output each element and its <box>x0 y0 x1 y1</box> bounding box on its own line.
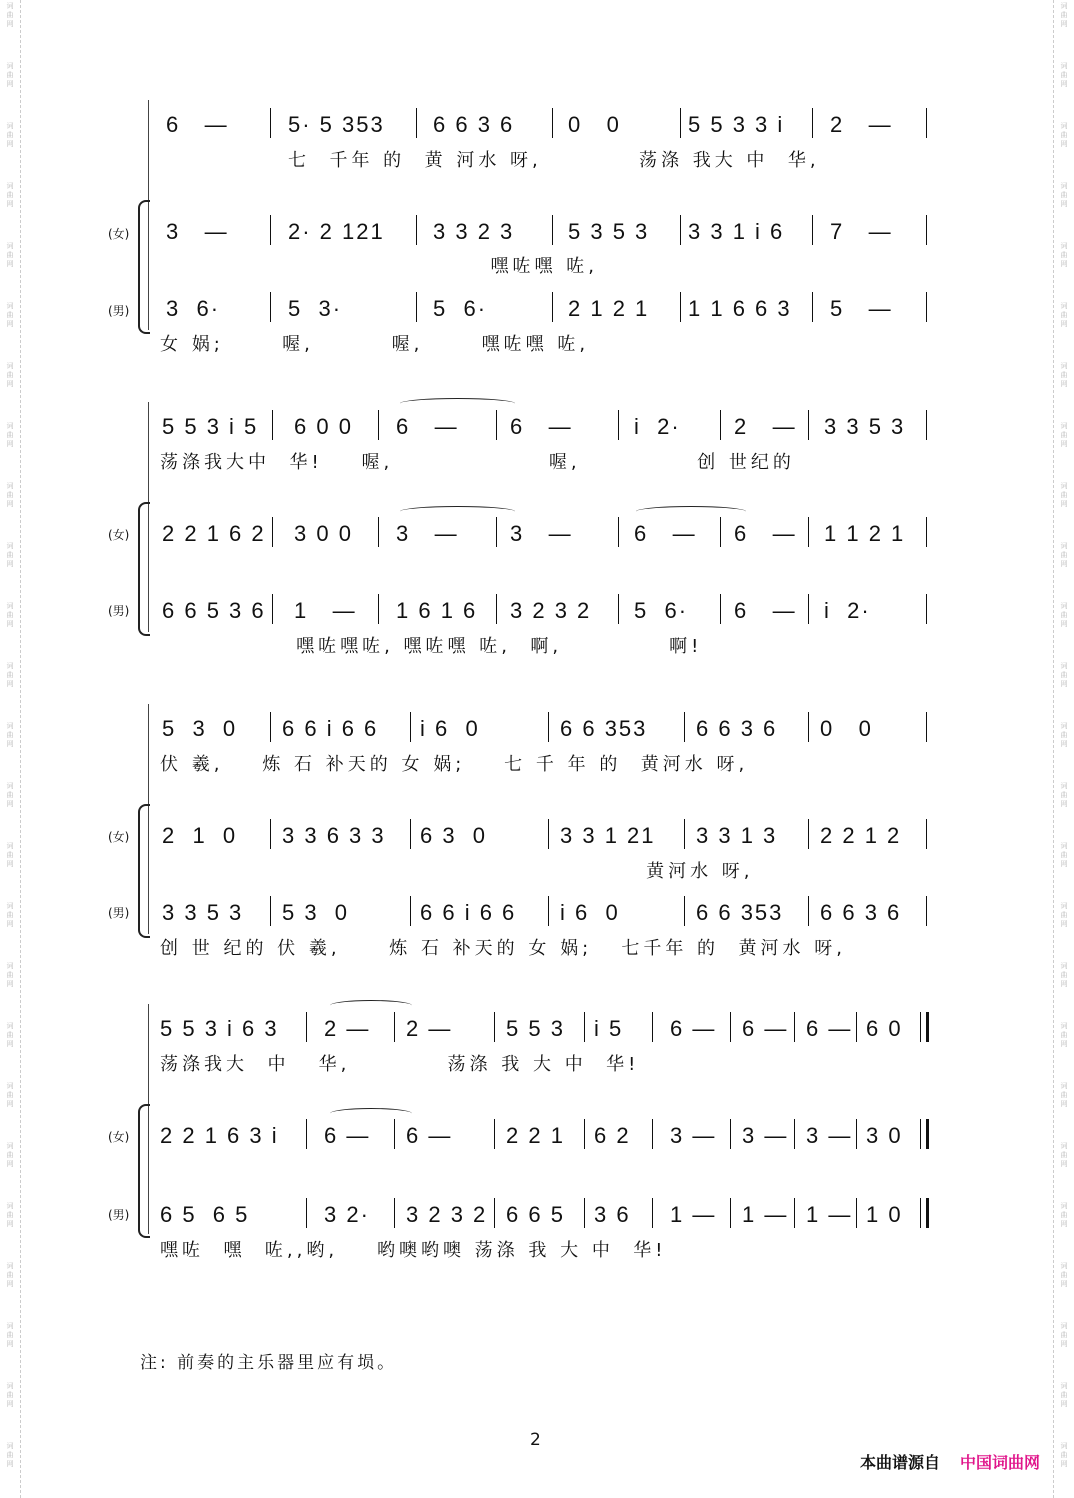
staff-row <box>148 1119 938 1153</box>
measure: 5· 5 353 <box>288 112 385 137</box>
measure: 6 — <box>670 1016 717 1041</box>
watermark-glyph: 词 曲 网 <box>6 482 14 508</box>
measure: 3 — <box>806 1123 853 1148</box>
measure: 6 2 <box>594 1123 631 1148</box>
measure: i 6 0 <box>560 900 620 925</box>
measure: 6 0 0 <box>294 414 353 439</box>
lyric-line: 嘿咗嘿 咗, <box>160 256 598 277</box>
measure: 6 — <box>324 1123 371 1148</box>
watermark-glyph: 词 曲 网 <box>1060 302 1068 328</box>
watermark-glyph: 词 曲 网 <box>1060 1382 1068 1408</box>
measure: 3 — <box>166 219 229 244</box>
measure: 3 3 6 3 3 <box>282 823 386 848</box>
watermark-glyph: 词 曲 网 <box>6 62 14 88</box>
page-number: 2 <box>530 1430 541 1450</box>
measure: 3 3 1 3 <box>696 823 778 848</box>
measure: 1 — <box>806 1202 853 1227</box>
lyric-line: 嘿咗 嘿 咗,,哟, 哟噢哟噢 荡涤 我 大 中 华! <box>160 1240 667 1261</box>
watermark-glyph: 词 曲 网 <box>6 2 14 28</box>
watermark-glyph: 词 曲 网 <box>6 1442 14 1468</box>
label-female: (女) <box>108 227 130 241</box>
watermark-glyph: 词 曲 网 <box>1060 962 1068 988</box>
measure: 6 3 0 <box>420 823 488 848</box>
staff-row <box>148 410 938 444</box>
measure: 3 — <box>742 1123 789 1148</box>
watermark-glyph: 词 曲 网 <box>6 1022 14 1048</box>
label-male: (男) <box>108 906 130 920</box>
measure: 5 3· <box>288 296 343 321</box>
watermark-glyph: 词 曲 网 <box>6 842 14 868</box>
measure: i 5 <box>594 1016 624 1041</box>
measure: 6 — <box>634 521 697 546</box>
watermark-glyph: 词 曲 网 <box>1060 1022 1068 1048</box>
measure: 6 0 <box>866 1016 903 1041</box>
watermark-glyph: 词 曲 网 <box>6 362 14 388</box>
measure: 3 3 1 i 6 <box>688 219 785 244</box>
watermark-glyph: 词 曲 网 <box>6 422 14 448</box>
watermark-glyph: 词 曲 网 <box>1060 122 1068 148</box>
watermark-glyph: 词 曲 网 <box>1060 602 1068 628</box>
measure: 0 0 <box>820 716 873 741</box>
watermark-glyph: 词 曲 网 <box>6 722 14 748</box>
staff-row <box>148 215 938 249</box>
lyric-line: 嘿咗嘿咗, 嘿咗嘿 咗, 啊, 啊! <box>160 636 703 657</box>
measure: 2 2 1 2 <box>820 823 902 848</box>
measure: 1 1 6 6 3 <box>688 296 792 321</box>
measure: 6 — <box>396 414 459 439</box>
measure: i 6 0 <box>420 716 480 741</box>
measure: 6 5 6 5 <box>160 1202 250 1227</box>
staff-row <box>148 517 938 551</box>
measure: 5 3 5 3 <box>568 219 650 244</box>
watermark-glyph: 词 曲 网 <box>1060 902 1068 928</box>
measure: 1 1 2 1 <box>824 521 906 546</box>
tie-mark <box>330 1000 412 1011</box>
staff-row <box>148 108 938 142</box>
measure: 5 5 3 3 i <box>688 112 785 137</box>
label-female: (女) <box>108 830 130 844</box>
watermark-glyph: 词 曲 网 <box>6 602 14 628</box>
watermark-glyph: 词 曲 网 <box>1060 1202 1068 1228</box>
measure: 3 2· <box>324 1202 370 1227</box>
tie-mark <box>400 506 515 517</box>
watermark-glyph: 词 曲 网 <box>1060 182 1068 208</box>
measure: 5 5 3 <box>506 1016 565 1041</box>
lyric-line: 荡涤我大中 华! 喔, 喔, 创 世纪的 <box>160 452 795 473</box>
footnote: 注: 前奏的主乐器里应有埙。 <box>140 1353 398 1373</box>
lyric-line: 七 千年 的 黄 河水 呀, 荡涤 我大 中 华, <box>288 150 820 171</box>
measure: 1 — <box>742 1202 789 1227</box>
measure: 3 6· <box>166 296 221 321</box>
lyric-line: 黄河水 呀, <box>160 861 754 882</box>
measure: 3 0 0 <box>294 521 353 546</box>
measure: 3 6 <box>594 1202 631 1227</box>
watermark-glyph: 词 曲 网 <box>1060 1082 1068 1108</box>
watermark-glyph: 词 曲 网 <box>6 662 14 688</box>
measure: 6 — <box>166 112 229 137</box>
watermark-glyph: 词 曲 网 <box>6 1322 14 1348</box>
measure: 2 2 1 <box>506 1123 565 1148</box>
measure: 5 3 0 <box>162 716 238 741</box>
measure: 3 — <box>670 1123 717 1148</box>
measure: 6 — <box>806 1016 853 1041</box>
label-male: (男) <box>108 1208 130 1222</box>
lyric-line: 伏 羲, 炼 石 补天的 女 娲; 七 千 年 的 黄河水 呀, <box>160 754 749 775</box>
measure: 1 — <box>294 598 357 623</box>
watermark-glyph: 词 曲 网 <box>6 1082 14 1108</box>
watermark-glyph: 词 曲 网 <box>1060 662 1068 688</box>
measure: 3 3 1 21 <box>560 823 656 848</box>
staff-row <box>148 819 938 853</box>
lyric-line: 创 世 纪的 伏 羲, 炼 石 补天的 女 娲; 七千年 的 黄河水 呀, <box>160 938 846 959</box>
measure: 3 0 <box>866 1123 903 1148</box>
watermark-glyph: 词 曲 网 <box>1060 242 1068 268</box>
measure: 6 — <box>742 1016 789 1041</box>
measure: 3 3 2 3 <box>433 219 515 244</box>
measure: 6 6 353 <box>696 900 784 925</box>
measure: 3 3 5 3 <box>824 414 906 439</box>
measure: i 2· <box>824 598 871 623</box>
measure: 3 2 3 2 <box>406 1202 488 1227</box>
watermark-glyph: 词 曲 网 <box>6 1382 14 1408</box>
watermark-glyph: 词 曲 网 <box>1060 482 1068 508</box>
watermark-glyph: 词 曲 网 <box>6 1202 14 1228</box>
watermark-glyph: 词 曲 网 <box>6 302 14 328</box>
measure: 6 6 5 3 6 <box>162 598 266 623</box>
watermark-glyph: 词 曲 网 <box>1060 842 1068 868</box>
measure: 6 — <box>510 414 573 439</box>
label-male: (男) <box>108 604 130 618</box>
watermark-glyph: 词 曲 网 <box>6 1262 14 1288</box>
watermark-glyph: 词 曲 网 <box>1060 782 1068 808</box>
label-male: (男) <box>108 304 130 318</box>
watermark-glyph: 词 曲 网 <box>1060 722 1068 748</box>
watermark-glyph: 词 曲 网 <box>1060 422 1068 448</box>
watermark-glyph: 词 曲 网 <box>6 902 14 928</box>
label-female: (女) <box>108 1130 130 1144</box>
measure: 2 — <box>324 1016 371 1041</box>
measure: 2 1 2 1 <box>568 296 650 321</box>
staff-row <box>148 1012 938 1046</box>
measure: 3 2 3 2 <box>510 598 592 623</box>
staff-row <box>148 712 938 746</box>
watermark-glyph: 词 曲 网 <box>1060 1442 1068 1468</box>
watermark-glyph: 词 曲 网 <box>1060 1142 1068 1168</box>
measure: 5 5 3 i 6 3 <box>160 1016 279 1041</box>
staff-row <box>148 1198 938 1232</box>
measure: 3 — <box>396 521 459 546</box>
staff-row <box>148 896 938 930</box>
source-credit <box>860 1450 1040 1473</box>
lyric-line: 女 娲; 喔, 喔, 嘿咗嘿 咗, <box>160 334 590 355</box>
measure: 0 0 <box>568 112 621 137</box>
tie-mark <box>330 1108 412 1119</box>
measure: 3 3 5 3 <box>162 900 244 925</box>
staff-row <box>148 594 938 628</box>
measure: 3 — <box>510 521 573 546</box>
measure: i 2· <box>634 414 681 439</box>
measure: 1 6 1 6 <box>396 598 478 623</box>
measure: 7 — <box>830 219 893 244</box>
measure: 6 6 5 <box>506 1202 565 1227</box>
watermark-glyph: 词 曲 网 <box>6 962 14 988</box>
measure: 6 6 3 6 <box>433 112 515 137</box>
watermark-glyph: 词 曲 网 <box>1060 62 1068 88</box>
watermark-glyph: 词 曲 网 <box>6 122 14 148</box>
measure: 6 6 3 6 <box>820 900 902 925</box>
measure: 6 6 i 6 6 <box>282 716 379 741</box>
watermark-glyph: 词 曲 网 <box>6 242 14 268</box>
measure: 6 6 i 6 6 <box>420 900 517 925</box>
measure: 2· 2 121 <box>288 219 385 244</box>
watermark-glyph: 词 曲 网 <box>6 1142 14 1168</box>
measure: 2 2 1 6 2 <box>162 521 266 546</box>
measure: 6 — <box>734 598 797 623</box>
measure: 5 6· <box>634 598 689 623</box>
watermark-glyph: 词 曲 网 <box>1060 2 1068 28</box>
source-brand-link[interactable]: 中国词曲网 <box>959 1453 1040 1472</box>
measure: 2 — <box>734 414 797 439</box>
watermark-glyph: 词 曲 网 <box>6 542 14 568</box>
measure: 5 3 0 <box>282 900 350 925</box>
label-female: (女) <box>108 528 130 542</box>
measure: 1 0 <box>866 1202 903 1227</box>
measure: 5 6· <box>433 296 488 321</box>
watermark-glyph: 词 曲 网 <box>6 782 14 808</box>
measure: 5 — <box>830 296 893 321</box>
measure: 2 1 0 <box>162 823 238 848</box>
watermark-glyph: 词 曲 网 <box>1060 1262 1068 1288</box>
measure: 5 5 3 i 5 <box>162 414 259 439</box>
staff-row <box>148 292 938 326</box>
measure: 1 — <box>670 1202 717 1227</box>
measure: 2 — <box>406 1016 453 1041</box>
watermark-glyph: 词 曲 网 <box>6 182 14 208</box>
lyric-line: 荡涤我大 中 华, 荡涤 我 大 中 华! <box>160 1054 640 1075</box>
measure: 6 6 3 6 <box>696 716 778 741</box>
measure: 2 2 1 6 3 i <box>160 1123 279 1148</box>
measure: 6 6 353 <box>560 716 648 741</box>
measure: 6 — <box>406 1123 453 1148</box>
measure: 2 — <box>830 112 893 137</box>
watermark-glyph: 词 曲 网 <box>1060 362 1068 388</box>
watermark-glyph: 词 曲 网 <box>1060 1322 1068 1348</box>
measure: 6 — <box>734 521 797 546</box>
watermark-glyph: 词 曲 网 <box>1060 542 1068 568</box>
source-prefix: 本曲谱源自 <box>859 1453 940 1472</box>
tie-mark <box>636 506 746 517</box>
tie-mark <box>400 398 515 409</box>
